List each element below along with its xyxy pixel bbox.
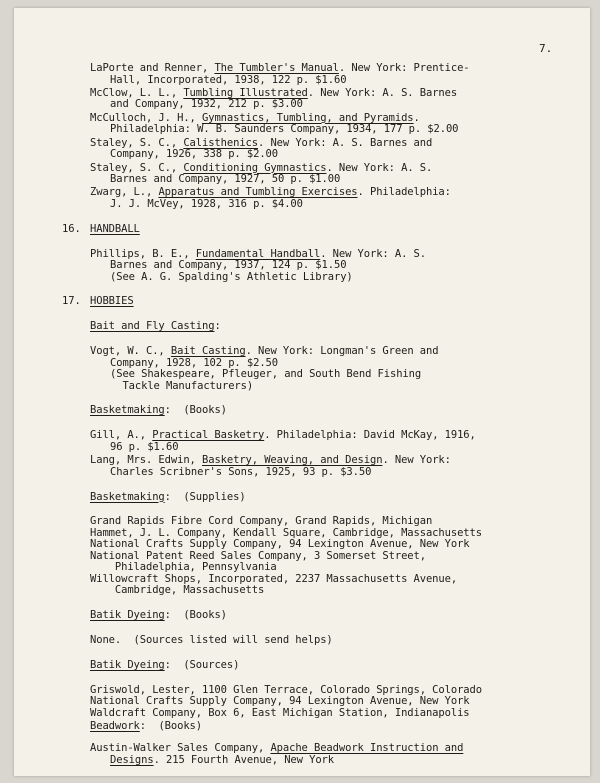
- book-title: Fundamental Handball: [195, 247, 321, 260]
- book-title: Calisthenics: [183, 136, 258, 149]
- bib-entry-continuation: (See Shakespeare, Pfleuger, and South Bend Fishing: [110, 368, 422, 380]
- book-title: Basketry, Weaving, and Design: [202, 454, 383, 467]
- bib-entry-continuation: 96 p. $1.60: [110, 440, 179, 453]
- section-heading: HANDBALL: [90, 222, 140, 235]
- bib-entry-continuation: Barnes and Company, 1937, 124 p. $1.50: [110, 259, 347, 271]
- book-title: Designs: [110, 754, 154, 766]
- supplier-line: Philadelphia, Pennsylvania: [90, 561, 277, 574]
- supplier-line: Griswold, Lester, 1100 Glen Terrace, Colorado Springs, Colorado: [90, 683, 482, 696]
- section-heading: HOBBIES: [90, 295, 134, 308]
- supplier-line: Waldcraft Company, Box 6, East Michigan Station, Indianapolis: [90, 706, 470, 719]
- supplier-line: National Crafts Supply Company, 94 Lexington Avenue, New York: [90, 538, 470, 551]
- bib-entry-first-line: Vogt, W. C., Bait Casting. New York: Longman's Green and: [90, 345, 439, 358]
- book-title: Tumbling Illustrated: [183, 86, 308, 99]
- bib-entry-first-line: McCulloch, J. H., Gymnastics, Tumbling, and Pyramids.: [90, 111, 420, 124]
- bib-entry-first-line: Lang, Mrs. Edwin, Basketry, Weaving, and Design. New York:: [90, 454, 451, 467]
- bib-entry-first-line: Staley, S. C., Calisthenics. New York: A. S. Barnes and: [90, 136, 433, 149]
- bib-entry-first-line: Zwarg, L., Apparatus and Tumbling Exercises. Philadelphia:: [90, 186, 451, 199]
- book-title: Gymnastics, Tumbling, and Pyramids: [202, 111, 414, 124]
- bib-entry-continuation: Charles Scribner's Sons, 1925, 93 p. $3.50: [110, 465, 372, 478]
- bib-entry-continuation: (See A. G. Spalding's Athletic Library): [110, 270, 353, 283]
- supplier-line: Hammet, J. L. Company, Kendall Square, Cambridge, Massachusetts: [90, 526, 482, 539]
- bib-entry-continuation: J. J. McVey, 1928, 316 p. $4.00: [110, 197, 303, 210]
- bib-entry-continuation: Tackle Manufacturers): [110, 379, 254, 392]
- bib-entry-continuation: and Company, 1932, 212 p. $3.00: [110, 98, 303, 111]
- bib-entry-first-line: Phillips, B. E., Fundamental Handball. New York: A. S.: [90, 247, 426, 260]
- book-title: Bait Casting: [170, 345, 246, 358]
- subsection-heading: Batik Dyeing: (Books): [90, 609, 227, 622]
- bib-entry-continuation: Hall, Incorporated, 1938, 122 p. $1.60: [110, 73, 347, 86]
- supplier-line: Grand Rapids Fibre Cord Company, Grand Rapids, Michigan: [90, 515, 433, 528]
- bib-entry-continuation: Company, 1926, 338 p. $2.00: [110, 148, 278, 161]
- page-number: 7.: [539, 42, 553, 55]
- bib-entry-continuation: Company, 1928, 102 p. $2.50: [110, 356, 278, 369]
- book-title: Conditioning Gymnastics: [183, 161, 327, 174]
- supplier-line: National Crafts Supply Company, 94 Lexington Avenue, New York: [90, 695, 470, 708]
- bib-entry-continuation: Philadelphia: W. B. Saunders Company, 1934, 177 p. $2.00: [110, 123, 459, 136]
- book-title: Apparatus and Tumbling Exercises: [158, 186, 358, 199]
- supplier-line: Willowcraft Shops, Incorporated, 2237 Massachusetts Avenue,: [90, 572, 458, 585]
- bib-entry-first-line: Staley, S. C., Conditioning Gymnastics. New York: A. S.: [90, 161, 433, 174]
- document-page: [14, 8, 590, 776]
- bib-entry-first-line: [90, 742, 463, 754]
- note-line: None. (Sources listed will send helps): [90, 633, 333, 646]
- bib-entry-continuation: [110, 754, 334, 766]
- subsection-heading: Bait and Fly Casting:: [90, 320, 221, 333]
- bib-entry-first-line: LaPorte and Renner, The Tumbler's Manual. New York: Prentice-: [90, 62, 470, 74]
- bib-entry-first-line: Gill, A., Practical Basketry. Philadelphia: David McKay, 1916,: [90, 429, 476, 442]
- author-text: Austin-Walker Sales Company,: [90, 742, 271, 754]
- section-number: 17.: [62, 295, 81, 308]
- subsection-heading: Basketmaking: (Books): [90, 404, 227, 417]
- section-number: 16.: [62, 222, 81, 235]
- supplier-line: Cambridge, Massachusetts: [90, 584, 265, 597]
- book-title: Apache Beadwork Instruction and: [270, 742, 464, 754]
- subsection-heading: Batik Dyeing: (Sources): [90, 658, 240, 671]
- supplier-line: National Patent Reed Sales Company, 3 Somerset Street,: [90, 549, 426, 562]
- bib-entry-continuation: Barnes and Company, 1927, 50 p. $1.00: [110, 172, 341, 185]
- publisher-text: . 215 Fourth Avenue, New York: [153, 754, 334, 766]
- subsection-heading: Beadwork: (Books): [90, 720, 202, 732]
- book-title: Practical Basketry: [152, 429, 265, 442]
- page-content: [14, 8, 590, 776]
- book-title: The Tumbler's Manual: [214, 62, 339, 74]
- bib-entry-first-line: McClow, L. L., Tumbling Illustrated. New York: A. S. Barnes: [90, 86, 458, 99]
- subsection-heading: Basketmaking: (Supplies): [90, 490, 246, 503]
